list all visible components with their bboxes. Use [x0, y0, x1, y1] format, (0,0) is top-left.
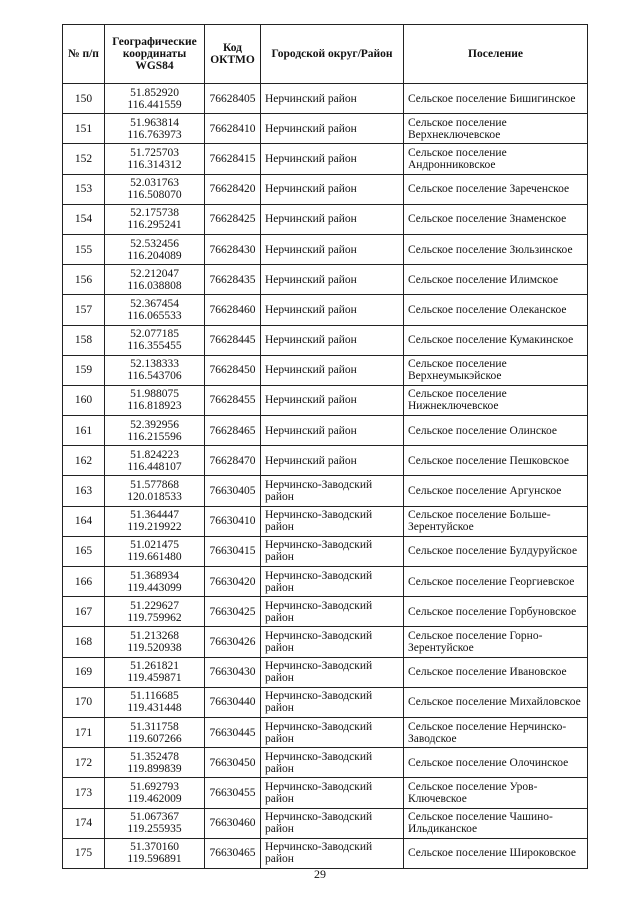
table-row: [63, 536, 588, 566]
coordinates-cell: [105, 657, 205, 687]
oktmo-code: 76628430: [205, 234, 261, 264]
longitude: 116.763973: [127, 128, 182, 141]
table-row: [63, 84, 588, 114]
coordinates-cell: [105, 265, 205, 295]
settlement-name: Сельское поселение Зюльзинское: [404, 234, 588, 264]
longitude: 119.520938: [127, 641, 182, 654]
longitude: 116.204089: [127, 249, 182, 262]
settlements-table: [62, 24, 588, 869]
row-number: 158: [63, 325, 105, 355]
latitude: 51.824223: [130, 448, 179, 461]
coordinates-cell: [105, 567, 205, 597]
oktmo-code: 76628415: [205, 144, 261, 174]
table-row: [63, 174, 588, 204]
table-row: [63, 717, 588, 747]
settlement-name: Сельское поселение Верхнеключевское: [404, 114, 588, 144]
table-row: [63, 385, 588, 415]
district-name: Нерчинский район: [261, 295, 404, 325]
header-coordinates: Географические координаты WGS84: [105, 25, 205, 84]
oktmo-code: 76628470: [205, 446, 261, 476]
latitude: 51.577868: [130, 479, 179, 492]
longitude: 119.899839: [127, 762, 182, 775]
longitude: 119.255935: [127, 823, 182, 836]
row-number: 150: [63, 84, 105, 114]
table-body: [63, 84, 588, 869]
latitude: 52.392956: [130, 418, 179, 431]
district-name: Нерчинско-Заводский район: [261, 476, 404, 506]
table-row: [63, 325, 588, 355]
latitude: 52.532456: [130, 237, 179, 250]
district-name: Нерчинско-Заводский район: [261, 687, 404, 717]
coordinates-cell: [105, 144, 205, 174]
coordinates-cell: [105, 506, 205, 536]
coordinates-cell: [105, 446, 205, 476]
district-name: Нерчинско-Заводский район: [261, 657, 404, 687]
coordinates-cell: [105, 627, 205, 657]
coordinates-cell: [105, 355, 205, 385]
page-number: 29: [314, 867, 326, 881]
header-settlement: Поселение: [404, 25, 588, 84]
coordinates-cell: [105, 748, 205, 778]
settlement-name: Сельское поселение Знаменское: [404, 204, 588, 234]
oktmo-code: 76630415: [205, 536, 261, 566]
longitude: 119.431448: [127, 702, 182, 715]
table-row: [63, 265, 588, 295]
oktmo-code: 76630426: [205, 627, 261, 657]
settlement-name: Сельское поселение Больше-Зерентуйское: [404, 506, 588, 536]
longitude: 119.596891: [127, 853, 182, 866]
coordinates-cell: [105, 536, 205, 566]
table-row: [63, 114, 588, 144]
oktmo-code: 76630425: [205, 597, 261, 627]
latitude: 51.963814: [130, 116, 179, 129]
district-name: Нерчинский район: [261, 234, 404, 264]
latitude: 51.364447: [130, 509, 179, 522]
latitude: 51.116685: [130, 690, 179, 703]
oktmo-code: 76630445: [205, 717, 261, 747]
longitude: 116.543706: [127, 370, 182, 383]
district-name: Нерчинско-Заводский район: [261, 536, 404, 566]
coordinates-cell: [105, 597, 205, 627]
settlement-name: Сельское поселение Георгиевское: [404, 567, 588, 597]
coordinates-cell: [105, 416, 205, 446]
district-name: Нерчинско-Заводский район: [261, 778, 404, 808]
coordinates-cell: [105, 385, 205, 415]
settlement-name: Сельское поселение Кумакинское: [404, 325, 588, 355]
oktmo-code: 76628460: [205, 295, 261, 325]
row-number: 168: [63, 627, 105, 657]
oktmo-code: 76628420: [205, 174, 261, 204]
table-row: [63, 506, 588, 536]
district-name: Нерчинский район: [261, 265, 404, 295]
settlement-name: Сельское поселение Горбуновское: [404, 597, 588, 627]
coordinates-cell: [105, 325, 205, 355]
table-row: [63, 295, 588, 325]
latitude: 52.077185: [130, 328, 179, 341]
row-number: 166: [63, 567, 105, 597]
latitude: 51.213268: [130, 629, 179, 642]
settlement-name: Сельское поселение Олочинское: [404, 748, 588, 778]
row-number: 174: [63, 808, 105, 838]
table-header-row: [63, 25, 588, 84]
header-num: № п/п: [63, 25, 105, 84]
longitude: 119.661480: [127, 551, 182, 564]
latitude: 51.988075: [130, 388, 179, 401]
district-name: Нерчинско-Заводский район: [261, 567, 404, 597]
table-row: [63, 446, 588, 476]
coordinates-cell: [105, 295, 205, 325]
latitude: 51.229627: [130, 599, 179, 612]
oktmo-code: 76628455: [205, 385, 261, 415]
longitude: 116.448107: [127, 460, 182, 473]
coordinates-cell: [105, 476, 205, 506]
coordinates-cell: [105, 204, 205, 234]
coordinates-cell: [105, 174, 205, 204]
district-name: Нерчинско-Заводский район: [261, 597, 404, 627]
table-row: [63, 687, 588, 717]
longitude: 119.459871: [127, 672, 182, 685]
district-name: Нерчинско-Заводский район: [261, 748, 404, 778]
settlement-name: Сельское поселение Илимское: [404, 265, 588, 295]
settlement-name: Сельское поселение Горно-Зерентуйское: [404, 627, 588, 657]
settlement-name: Сельское поселение Олинское: [404, 416, 588, 446]
district-name: Нерчинско-Заводский район: [261, 808, 404, 838]
row-number: 160: [63, 385, 105, 415]
row-number: 151: [63, 114, 105, 144]
latitude: 51.311758: [130, 720, 179, 733]
oktmo-code: 76630410: [205, 506, 261, 536]
row-number: 167: [63, 597, 105, 627]
oktmo-code: 76628405: [205, 84, 261, 114]
latitude: 51.021475: [130, 539, 179, 552]
latitude: 51.692793: [130, 780, 179, 793]
table-row: [63, 778, 588, 808]
settlement-name: Сельское поселение Олеканское: [404, 295, 588, 325]
latitude: 52.212047: [130, 267, 179, 280]
oktmo-code: 76628435: [205, 265, 261, 295]
longitude: 116.508070: [127, 189, 182, 202]
district-name: Нерчинско-Заводский район: [261, 506, 404, 536]
longitude: 116.818923: [127, 400, 182, 413]
header-oktmo: Код ОКТМО: [205, 25, 261, 84]
row-number: 157: [63, 295, 105, 325]
table-row: [63, 748, 588, 778]
settlement-name: Сельское поселение Зареченское: [404, 174, 588, 204]
longitude: 119.443099: [127, 581, 182, 594]
longitude: 116.038808: [127, 279, 182, 292]
coordinates-cell: [105, 808, 205, 838]
settlement-name: Сельское поселение Широковское: [404, 838, 588, 868]
table-row: [63, 627, 588, 657]
district-name: Нерчинско-Заводский район: [261, 627, 404, 657]
row-number: 153: [63, 174, 105, 204]
row-number: 165: [63, 536, 105, 566]
latitude: 52.031763: [130, 177, 179, 190]
latitude: 52.367454: [130, 297, 179, 310]
longitude: 116.314312: [127, 158, 182, 171]
district-name: Нерчинский район: [261, 204, 404, 234]
district-name: Нерчинско-Заводский район: [261, 717, 404, 747]
row-number: 169: [63, 657, 105, 687]
settlement-name: Сельское поселение Аргунское: [404, 476, 588, 506]
row-number: 170: [63, 687, 105, 717]
district-name: Нерчинский район: [261, 446, 404, 476]
row-number: 159: [63, 355, 105, 385]
row-number: 163: [63, 476, 105, 506]
latitude: 51.261821: [130, 660, 179, 673]
district-name: Нерчинский район: [261, 174, 404, 204]
table-row: [63, 416, 588, 446]
row-number: 171: [63, 717, 105, 747]
district-name: Нерчинский район: [261, 114, 404, 144]
settlement-name: Сельское поселение Верхнеумыкэйское: [404, 355, 588, 385]
table-row: [63, 144, 588, 174]
longitude: 119.462009: [127, 792, 182, 805]
latitude: 52.175738: [130, 207, 179, 220]
longitude: 116.355455: [127, 340, 182, 353]
settlement-name: Сельское поселение Андронниковское: [404, 144, 588, 174]
settlement-name: Сельское поселение Нижнеключевское: [404, 385, 588, 415]
table-row: [63, 597, 588, 627]
district-name: Нерчинский район: [261, 325, 404, 355]
oktmo-code: 76630405: [205, 476, 261, 506]
table-row: [63, 657, 588, 687]
settlement-name: Сельское поселение Нерчинско-Заводское: [404, 717, 588, 747]
latitude: 51.352478: [130, 750, 179, 763]
table-row: [63, 476, 588, 506]
table-row: [63, 838, 588, 868]
longitude: 119.607266: [127, 732, 182, 745]
row-number: 162: [63, 446, 105, 476]
oktmo-code: 76630420: [205, 567, 261, 597]
row-number: 156: [63, 265, 105, 295]
row-number: 155: [63, 234, 105, 264]
longitude: 119.759962: [127, 611, 182, 624]
header-district: Городской округ/Район: [261, 25, 404, 84]
row-number: 173: [63, 778, 105, 808]
coordinates-cell: [105, 687, 205, 717]
longitude: 116.065533: [127, 309, 182, 322]
table-row: [63, 234, 588, 264]
row-number: 164: [63, 506, 105, 536]
oktmo-code: 76630440: [205, 687, 261, 717]
coordinates-cell: [105, 114, 205, 144]
longitude: 116.215596: [127, 430, 182, 443]
latitude: 51.368934: [130, 569, 179, 582]
coordinates-cell: [105, 717, 205, 747]
oktmo-code: 76628425: [205, 204, 261, 234]
table-row: [63, 808, 588, 838]
row-number: 154: [63, 204, 105, 234]
district-name: Нерчинский район: [261, 416, 404, 446]
district-name: Нерчинско-Заводский район: [261, 838, 404, 868]
oktmo-code: 76630460: [205, 808, 261, 838]
oktmo-code: 76630465: [205, 838, 261, 868]
oktmo-code: 76628465: [205, 416, 261, 446]
longitude: 116.295241: [127, 219, 182, 232]
settlement-name: Сельское поселение Уров-Ключевское: [404, 778, 588, 808]
district-name: Нерчинский район: [261, 144, 404, 174]
district-name: Нерчинский район: [261, 84, 404, 114]
settlement-name: Сельское поселение Михайловское: [404, 687, 588, 717]
settlement-name: Сельское поселение Чашино-Ильдиканское: [404, 808, 588, 838]
row-number: 172: [63, 748, 105, 778]
district-name: Нерчинский район: [261, 355, 404, 385]
settlement-name: Сельское поселение Бишигинское: [404, 84, 588, 114]
oktmo-code: 76628445: [205, 325, 261, 355]
oktmo-code: 76630455: [205, 778, 261, 808]
latitude: 51.852920: [130, 86, 179, 99]
oktmo-code: 76628450: [205, 355, 261, 385]
coordinates-cell: [105, 838, 205, 868]
latitude: 51.370160: [130, 841, 179, 854]
oktmo-code: 76628410: [205, 114, 261, 144]
coordinates-cell: [105, 778, 205, 808]
row-number: 152: [63, 144, 105, 174]
settlement-name: Сельское поселение Пешковское: [404, 446, 588, 476]
coordinates-cell: [105, 234, 205, 264]
table-row: [63, 355, 588, 385]
settlement-name: Сельское поселение Булдуруйское: [404, 536, 588, 566]
latitude: 52.138333: [130, 358, 179, 371]
coordinates-cell: [105, 84, 205, 114]
oktmo-code: 76630450: [205, 748, 261, 778]
latitude: 51.725703: [130, 146, 179, 159]
oktmo-code: 76630430: [205, 657, 261, 687]
table-row: [63, 204, 588, 234]
settlement-name: Сельское поселение Ивановское: [404, 657, 588, 687]
district-name: Нерчинский район: [261, 385, 404, 415]
latitude: 51.067367: [130, 811, 179, 824]
longitude: 119.219922: [127, 521, 182, 534]
longitude: 116.441559: [127, 98, 182, 111]
row-number: 161: [63, 416, 105, 446]
row-number: 175: [63, 838, 105, 868]
longitude: 120.018533: [127, 491, 182, 504]
table-row: [63, 567, 588, 597]
